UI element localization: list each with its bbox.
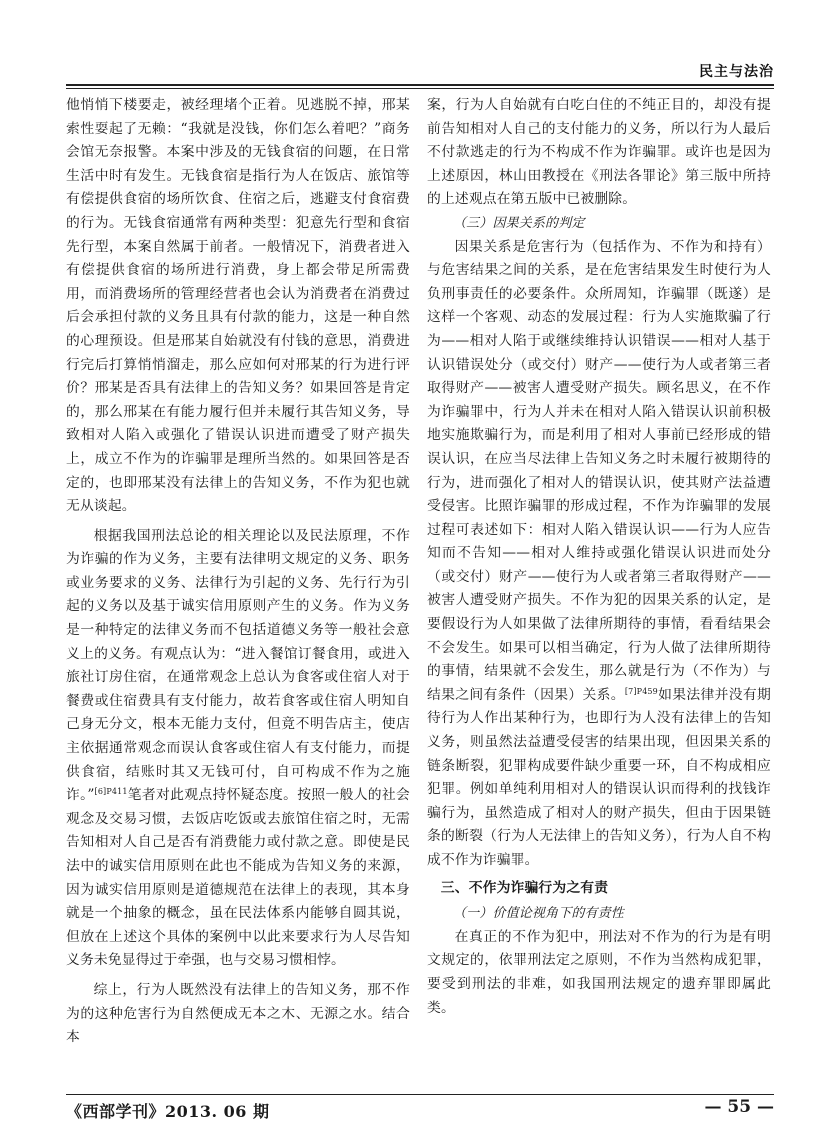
paragraph-conclusion: 综上，行为人既然没有法律上的告知义务，那不作为的这种危害行为自然便成无本之木、无源之水。结合本 (66, 981, 410, 1046)
page-number: — 55 — (704, 1097, 774, 1117)
journal-issue: 《西部学刊》2013. 06 期 (66, 1102, 270, 1121)
header-rule-thin (66, 88, 774, 89)
paragraph-text: 根据我国刑法总论的相关理论以及民法原理，不作为诈骗的作为义务，主要有法律明文规定的义务、职务或业务要求的义务、法律行为引起的义务、先行行为引起的义务以及基于诚实信用原则产生的义务。作为义务是一种特定的法律义务而不包括道德义务等一般社会意义上的义务。有观点认为：“进入餐馆订餐食用，或进入旅社订房住宿，在通常观念上总认为食客或住宿人对于餐费或住宿费具有支付能力，故若食客或住宿人明知自己身无分文，根本无能力支付，但竟不明告店主，使店主依据通常观念而误认食客或住宿人有支付能力，而提供食宿，结账时其又无钱可付，自可构成不作为之施诈。” (66, 527, 410, 804)
paragraph-text: 因果关系是危害行为（包括作为、不作为和持有）与危害结果之间的关系，是在危害结果发生时使行为人负刑事责任的必要条件。众所周知，诈骗罪（既遂）是这样一个客观、动态的发展过程：行为人实施欺骗了行为——相对人陷于或继续维持认识错误——相对人基于认识错误处分（或交付）财产——使行为人或者第三者取得财产——被害人遭受财产损失。顾名思义，在不作为诈骗罪中，行为人并未在相对人陷入错误认识前积极地实施欺骗行为，而是利用了相对人事前已经形成的错误认识，在应当尽法律上告知义务之时未履行被期待的行为，进而强化了相对人的错误认识，使其财产法益遭受侵害。比照诈骗罪的形成过程，不作为诈骗罪的发展过程可表述如下：相对人陷入错误认识——行为人应告知而不告知——相对人维持或强化错误认识进而处分（或交付）财产——使行为人或者第三者取得财产——被害人遭受财产损失。不作为犯的因果关系的认定，是要假设行为人如果做了法律所期待的事情，看看结果会不会发生。如果可以相当确定，行为人做了法律所期待的事情，结果就不会发生，那么就是行为（不作为）与结果之间有条件（因果）关系。 (427, 238, 771, 703)
paragraph-text: 如果法律并没有期待行为人作出某种行为，也即行为人没有法律上的告知义务，则虽然法益遭受侵害的结果出现，但因果关系的链条断裂，犯罪构成要件缺少重要一环，自不构成相应犯罪。例如单纯利用相对人的错误认识而得利的找钱诈骗行为，虽然造成了相对人的财产损失，但由于因果链条的断裂（行为人无法律上的告知义务），行为人自不构成不作为诈骗罪。 (427, 686, 771, 868)
left-column (66, 94, 410, 1050)
subheading-causation: （三）因果关系的判定 (453, 215, 585, 231)
paragraph-duty-sources (66, 525, 410, 973)
right-column (427, 94, 771, 1020)
subheading-value-theory: （一）价值论视角下的有责性 (453, 906, 624, 922)
section-heading: 三、不作为诈骗行为之有责 (440, 879, 609, 896)
section-title: 民主与法治 (699, 64, 774, 80)
paragraph-pure-omission: 在真正的不作为犯中，刑法对不作为的行为是有明文规定的，依罪刑法定之原则，不作为当然构成犯罪，要受到刑法的非难，如我国刑法规定的遗弃罪即属此类。 (427, 928, 771, 1016)
citation-ref: [6]P411 (94, 787, 128, 797)
paragraph-continued: 案，行为人自始就有白吃白住的不纯正目的，却没有提前告知相对人自己的支付能力的义务，所以行为人最后不付款逃走的行为不构成不作为诈骗罪。或许也是因为上述原因，林山田教授在《刑法各罪论》第三版中所持的上述观点在第五版中已被删除。 (427, 97, 771, 208)
paragraph-text: 笔者对此观点持怀疑态度。按照一般人的社会观念及交易习惯，去饭店吃饭或去旅馆住宿之时，无需告知相对人自己是否有消费能力或付款之意。即使是民法中的诚实信用原则在此也不能成为告知义务的来源，因为诚实信用原则是道德规范在法律上的表现，其本身就是一个抽象的概念，虽在民法体系内能够自圆其说，但放在上述这个具体的案例中以此来要求行为人尽告知义务未免显得过于牵强，也与交易习惯相悖。 (66, 787, 410, 969)
citation-ref: [7]P459 (624, 686, 658, 696)
header-rule (66, 84, 774, 86)
paragraph-continued: 他悄悄下楼要走，被经理堵个正着。见逃脱不掉，邢某索性耍起了无赖：“我就是没钱，你们怎么着吧？”商务会馆无奈报警。本案中涉及的无钱食宿的问题，在日常生活中时有发生。无钱食宿是指行为人在饭店、旅馆等有偿提供食宿的场所饮食、住宿之后，逃避支付食宿费的行为。无钱食宿通常有两种类型：犯意先行型和食宿先行型，本案自然属于前者。一般情况下，消费者进入有偿提供食宿的场所进行消费，身上都会带足所需费用，而消费场所的管理经营者也会认为消费者在消费过后会承担付款的义务且具有付款的能力，这是一种自然的心理预设。但是邢某自始就没有付钱的意思，消费进行完后打算悄悄溜走，那么应如何对邢某的行为进行评价？邢某是否具有法律上的告知义务？如果回答是肯定的，那么邢某在有能力履行但并未履行其告知义务，导致相对人陷入或强化了错误认识进而遭受了财产损失上，成立不作为的诈骗罪是理所当然的。如果回答是否定的，也即邢某没有法律上的告知义务，不作为犯也就无从谈起。 (66, 97, 410, 515)
footer-rule (66, 1094, 774, 1095)
paragraph-causation (427, 236, 771, 873)
